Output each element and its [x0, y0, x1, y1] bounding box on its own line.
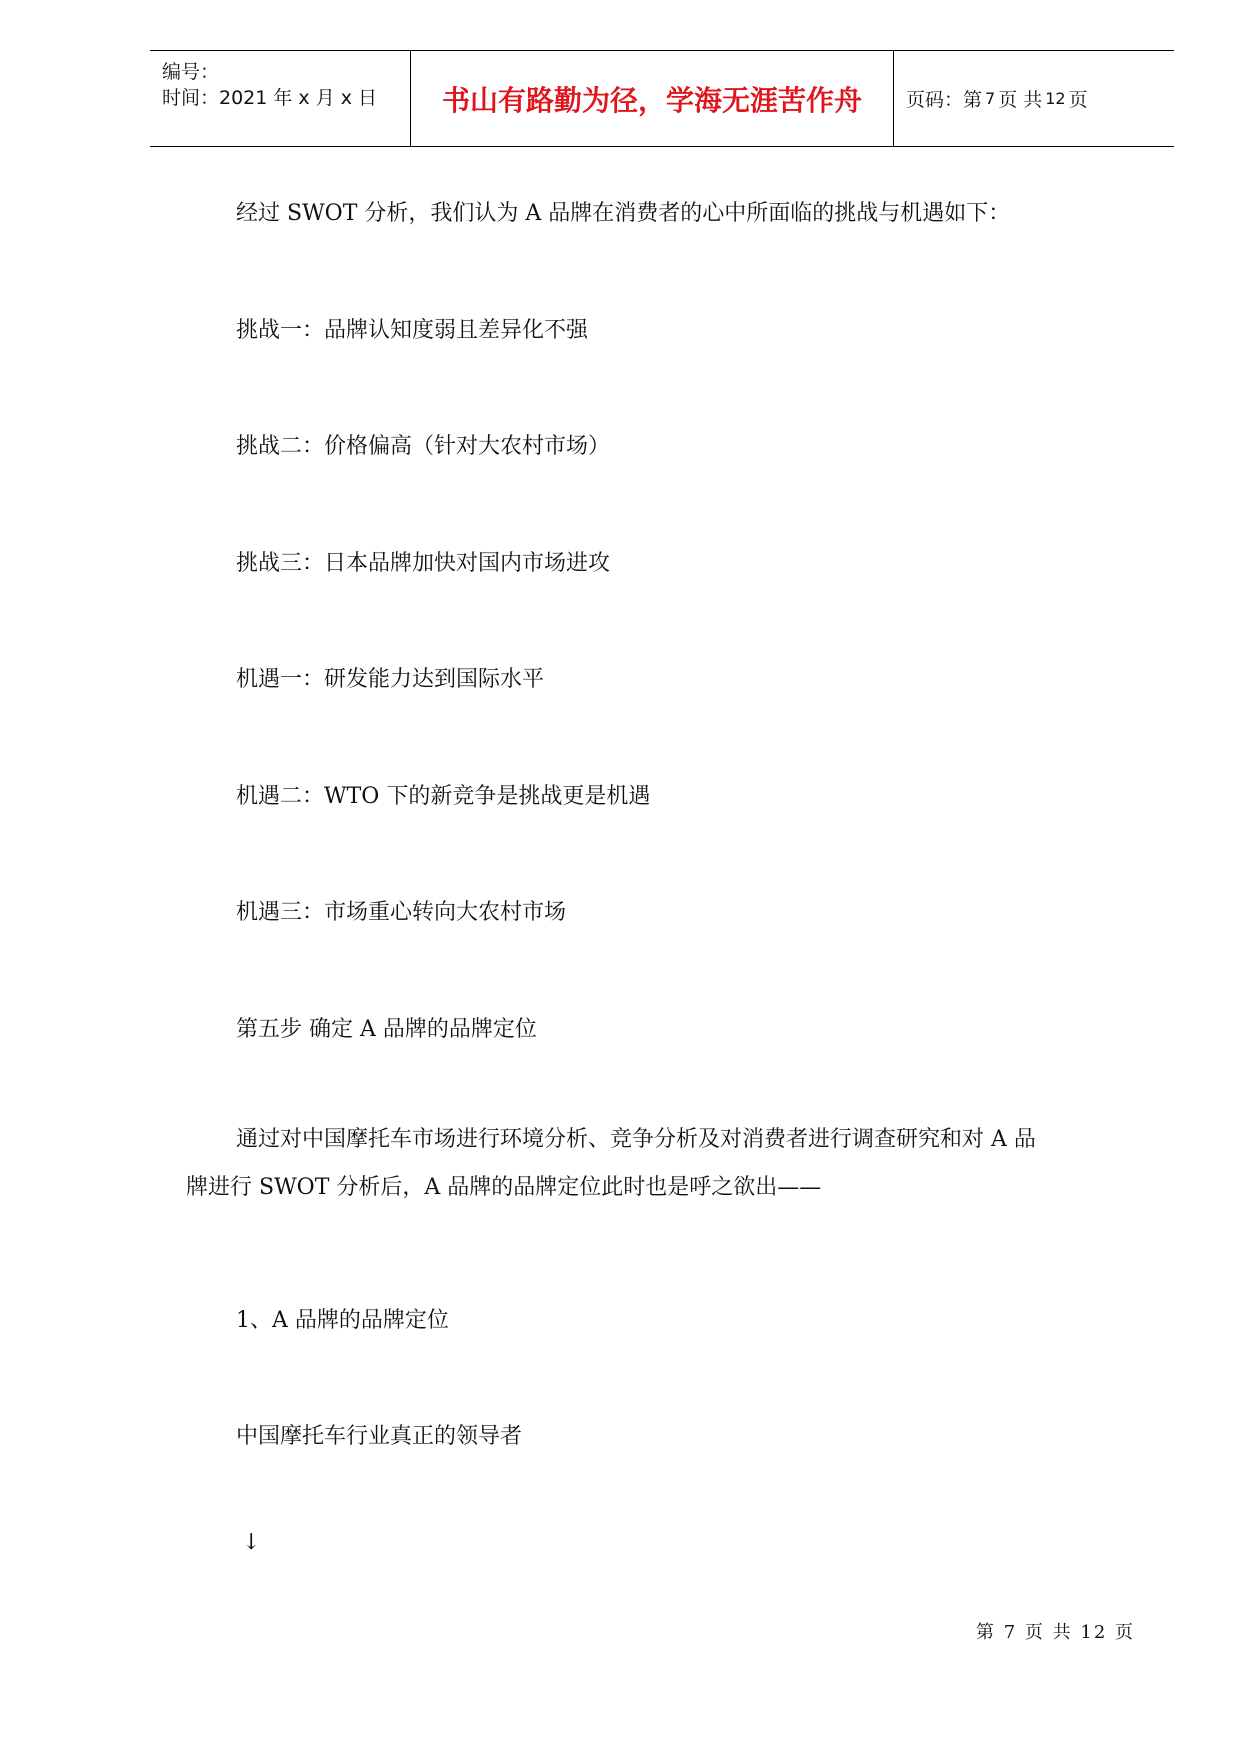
time-label: 时间：2021 年 x 月 x 日	[162, 87, 378, 109]
challenge-1: 挑战一：品牌认知度弱且差异化不强	[236, 318, 589, 343]
page-suffix: 页	[1068, 89, 1088, 111]
analysis-paragraph	[186, 1116, 1136, 1212]
opportunity-2: 机遇二：WTO 下的新竞争是挑战更是机遇	[236, 784, 651, 809]
serial-label: 编号：	[162, 61, 220, 83]
positioning-statement: 中国摩托车行业真正的领导者	[236, 1424, 523, 1449]
section-1-heading: 1、A 品牌的品牌定位	[236, 1308, 449, 1333]
page-mid: 页 共	[998, 89, 1043, 111]
document-header	[150, 50, 1174, 147]
analysis-line-2: 牌进行 SWOT 分析后，A 品牌的品牌定位此时也是呼之欲出——	[186, 1175, 822, 1200]
header-page-cell	[894, 51, 1174, 146]
header-meta-cell	[150, 51, 410, 146]
page-current: 7	[985, 89, 996, 108]
page-total: 12	[1045, 89, 1066, 108]
challenge-2: 挑战二：价格偏高（针对大农村市场）	[236, 434, 611, 459]
challenge-3: 挑战三：日本品牌加快对国内市场进攻	[236, 551, 611, 576]
down-arrow-icon: ↓	[242, 1530, 261, 1555]
step-five-heading: 第五步 确定 A 品牌的品牌定位	[236, 1017, 537, 1042]
opportunity-1: 机遇一：研发能力达到国际水平	[236, 667, 545, 692]
analysis-line-1: 通过对中国摩托车市场进行环境分析、竞争分析及对消费者进行调查研究和对 A 品	[236, 1127, 1036, 1152]
intro-paragraph: 经过 SWOT 分析，我们认为 A 品牌在消费者的心中所面临的挑战与机遇如下：	[236, 201, 1011, 226]
motto-text: 书山有路勤为径，学海无涯苦作舟	[441, 83, 862, 117]
page-footer: 第 7 页 共 12 页	[976, 1622, 1135, 1643]
opportunity-3: 机遇三：市场重心转向大农村市场	[236, 900, 567, 925]
header-motto-cell	[410, 51, 894, 146]
page-prefix: 页码：第	[906, 89, 983, 111]
